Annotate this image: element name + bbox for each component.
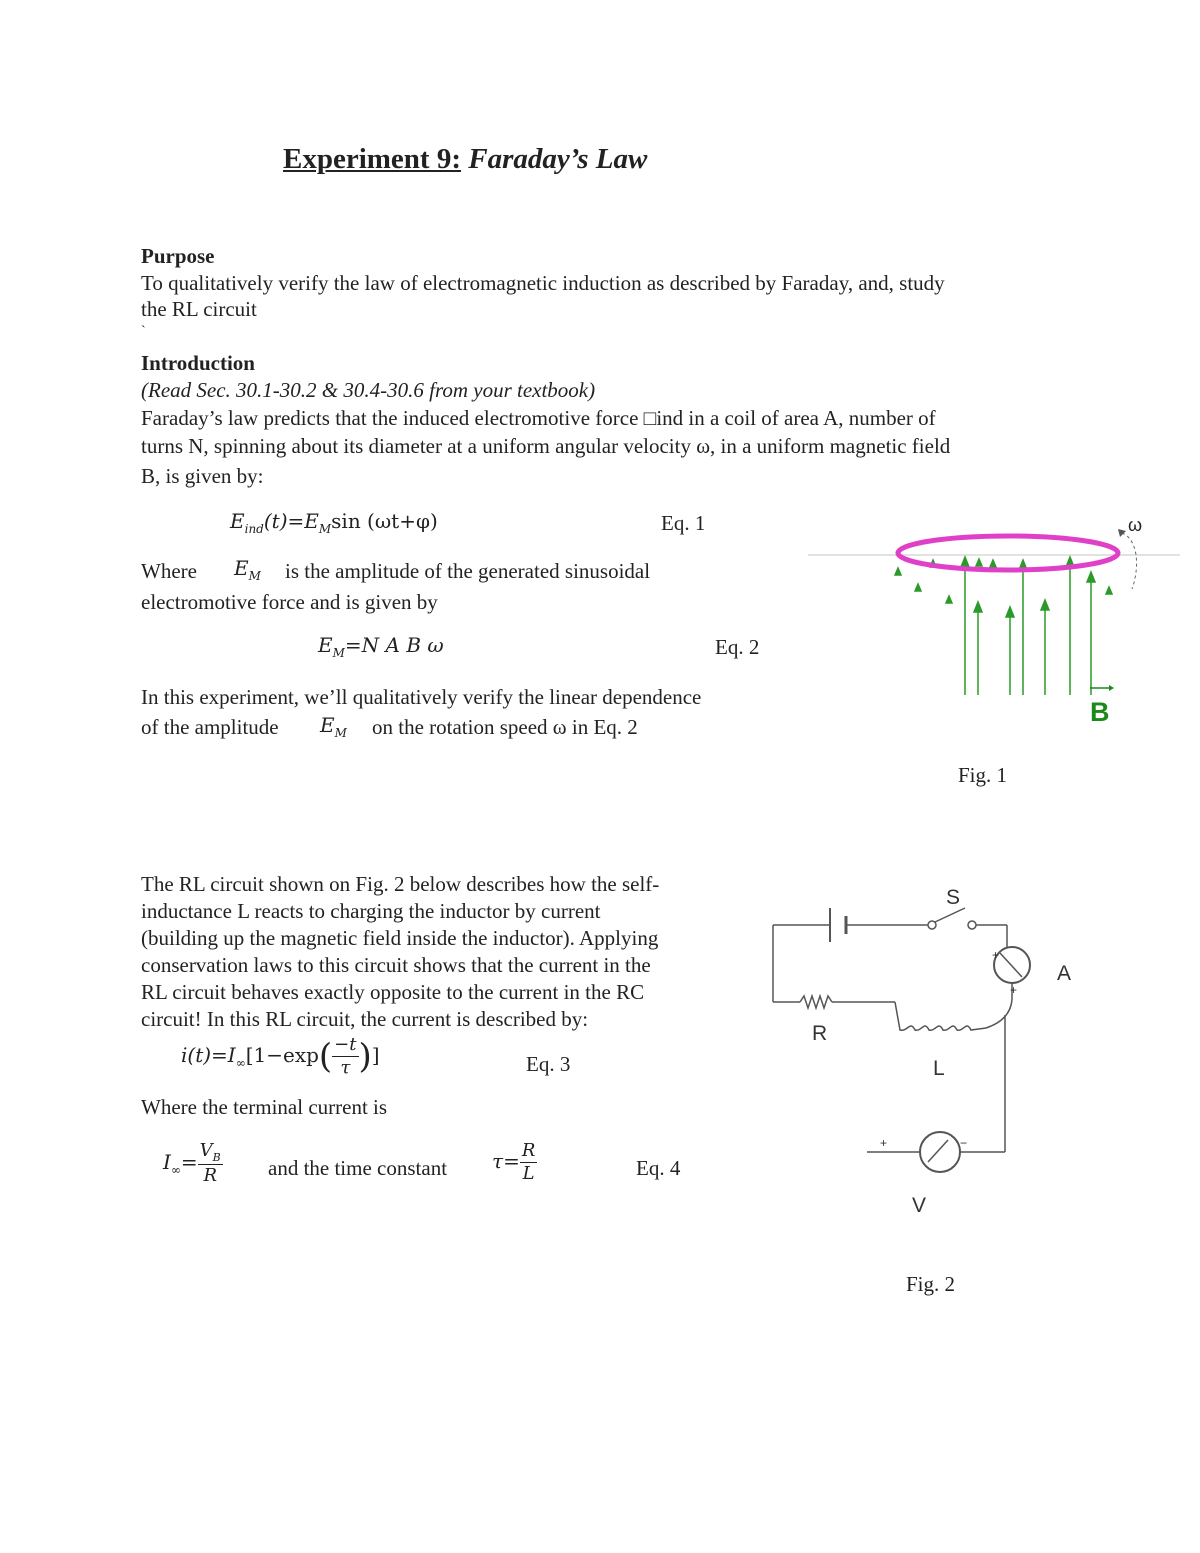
eq2-label: Eq. 2 [715,635,760,659]
voltmeter-symbol [920,1132,960,1172]
eq4-i-sub: ∞ [170,1163,181,1177]
rotation-arrow [1122,533,1137,589]
eq4-middle-text: and the time constant [268,1156,448,1180]
eq4-num-2: R [521,1140,536,1161]
intro-reading-note: (Read Sec. 30.1-30.2 & 30.4-30.6 from your textbook) [141,378,596,402]
where-1-label: Where [141,559,197,583]
voltmeter-label: V [912,1194,927,1217]
inductor-label: L [933,1057,945,1080]
intro-line-3: B, is given by: [141,464,264,488]
ammeter-plus: + [992,948,1000,962]
equation-3 [181,1034,380,1079]
eq3-right-paren: ) [358,1036,372,1077]
where-1-line-2: electromotive force and is given by [141,590,438,614]
equation-4-current [163,1140,223,1187]
stray-mark: ` [141,324,146,339]
ammeter-needle [1000,953,1022,977]
verify-line-2-post: on the rotation speed ω in Eq. 2 [372,715,638,739]
switch-contact-right [968,921,976,929]
inductor-coil [895,1002,986,1030]
eq4-fraction-2 [520,1140,538,1185]
verify-line-2-pre: of the amplitude [141,715,279,739]
eq4-den-1: R [203,1165,217,1186]
equation-2 [318,633,444,660]
eq2-lhs-sub: M [332,646,345,660]
page-title [283,143,647,176]
rl-line-2: inductance L reacts to charging the inductor by current [141,899,601,923]
rl-line-5: RL circuit behaves exactly opposite to the current in the RC [141,980,645,1004]
em-symbol: E [234,556,249,580]
eq3-numerator: −t [334,1034,357,1055]
eq3-exp: [1−exp [245,1043,319,1067]
eq4-label: Eq. 4 [636,1156,681,1180]
eq4-vb-sub: B [212,1151,221,1164]
eq4-fraction-1 [198,1140,223,1187]
equation-4-tau [492,1140,537,1185]
purpose-line-2: the RL circuit [141,297,257,321]
voltmeter-minus: − [960,1136,968,1150]
eq1-rhs: sin (ωt+φ) [331,509,438,533]
eq1-lhs: E [230,509,245,533]
title-name: Faraday’s Law [468,143,648,175]
where-terminal: Where the terminal current is [141,1095,388,1119]
eq1-mid: (t)=E [263,509,319,533]
intro-line-1: Faraday’s law predicts that the induced electromotive force □ind in a coil of area A, number of [141,406,936,430]
eq3-end: ] [371,1043,380,1067]
wire-ammeter-to-inductor [986,1000,1012,1028]
rl-line-6: circuit! In this RL circuit, the current is described by: [141,1007,589,1031]
em-symbol: E [320,713,335,737]
fig2-caption: Fig. 2 [906,1272,956,1296]
rl-line-3: (building up the magnetic field inside the inductor). Applying [141,926,659,950]
voltmeter-plus: + [880,1136,888,1150]
magnetic-field-lines [895,557,1112,695]
eq3-fraction [332,1034,358,1079]
eq2-rhs: =N A B ω [344,633,444,657]
intro-heading: Introduction [141,351,255,375]
em-sub: M [248,569,261,583]
eq4-den-2: L [522,1163,535,1184]
em-symbol-1 [234,556,261,583]
eq3-left-paren: ( [318,1036,333,1077]
intro-line-2: turns N, spinning about its diameter at a uniform angular velocity ω, in a uniform magnetic field [141,434,951,458]
ammeter-label: A [1057,962,1072,985]
coil-loop [898,536,1118,570]
resistor-label: R [812,1022,828,1045]
equation-1 [230,509,438,536]
rotation-arrowhead [1118,529,1126,537]
figure-2-rl-circuit [760,870,1090,1220]
figure-1-coil-diagram [800,505,1185,735]
title-prefix: Experiment 9: [283,143,461,175]
em-symbol-2 [320,713,347,740]
where-1-rest: is the amplitude of the generated sinusoidal [285,559,651,583]
eq4-i: I [163,1150,171,1174]
voltmeter-needle [928,1140,948,1162]
eq1-label: Eq. 1 [661,511,706,535]
eq1-mid-sub: M [318,522,332,536]
eq4-equals: = [180,1150,198,1174]
rl-line-1: The RL circuit shown on Fig. 2 below describes how the self- [141,872,660,896]
eq4-tau: τ= [492,1149,520,1173]
purpose-line-1: To qualitatively verify the law of electromagnetic induction as described by Faraday, and, study [141,271,945,295]
purpose-heading: Purpose [141,244,215,268]
ammeter-minus: + [1010,983,1018,997]
eq3-denominator: τ [340,1057,351,1078]
eq3-lhs: i(t)=I [181,1043,236,1067]
field-b-label: B [1090,697,1110,727]
eq3-lhs-sub: ∞ [235,1056,246,1070]
rl-line-4: conservation laws to this circuit shows that the current in the [141,953,651,977]
switch-lever [935,908,965,922]
em-sub: M [334,726,347,740]
verify-line-1: In this experiment, we’ll qualitatively verify the linear dependence [141,685,702,709]
eq2-lhs: E [318,633,333,657]
eq3-label: Eq. 3 [526,1052,571,1076]
eq4-vb: V [199,1140,213,1161]
resistor-symbol [800,996,832,1008]
switch-contact-left [928,921,936,929]
eq1-lhs-sub: ind [244,522,264,536]
eq4-num-1 [198,1140,223,1165]
fig1-caption: Fig. 1 [958,763,1008,787]
field-vector-arrowhead [1109,685,1114,691]
omega-label: ω [1128,515,1143,535]
switch-label: S [946,886,961,909]
